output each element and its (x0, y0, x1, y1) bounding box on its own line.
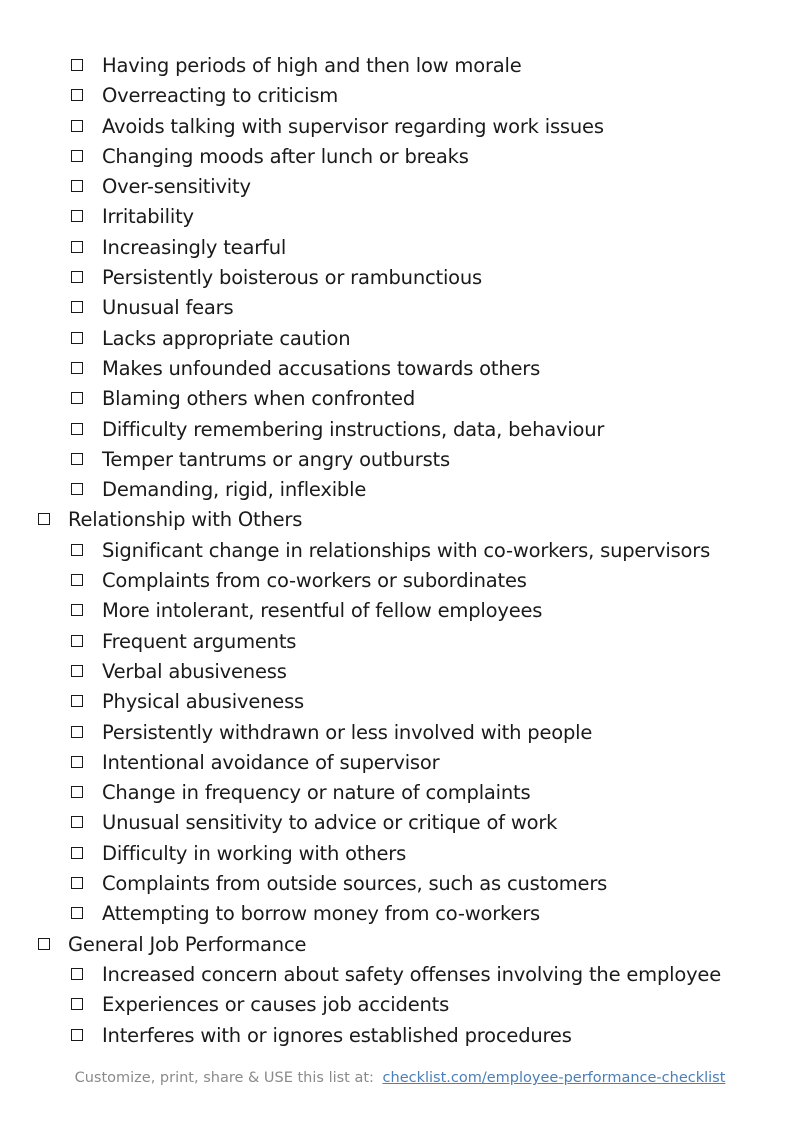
checklist-item-label: Significant change in relationships with co-workers, supervisors (102, 538, 711, 562)
checklist-item-label: Irritability (102, 205, 194, 229)
checklist-item (0, 1021, 800, 1051)
checklist-item (0, 202, 800, 232)
checkbox[interactable] (71, 1029, 83, 1041)
checklist-item (0, 384, 800, 414)
checklist-item-label: Persistently withdrawn or less involved with people (102, 720, 593, 744)
checkbox[interactable] (71, 604, 83, 616)
checklist-item-label: Difficulty in working with others (102, 841, 407, 865)
checkbox[interactable] (38, 938, 50, 950)
checkbox[interactable] (71, 998, 83, 1010)
checklist-item-label: Interferes with or ignores established procedures (102, 1023, 572, 1047)
checklist-item (0, 112, 800, 142)
checkbox[interactable] (71, 635, 83, 647)
checklist-item-label: Increasingly tearful (102, 235, 287, 259)
checkbox[interactable] (71, 756, 83, 768)
checklist-item (0, 81, 800, 111)
checklist-item (0, 415, 800, 445)
section-item (0, 930, 800, 960)
checkbox[interactable] (71, 392, 83, 404)
checkbox[interactable] (71, 665, 83, 677)
checklist-item (0, 899, 800, 929)
footer-text: Customize, print, share & USE this list at: (74, 1070, 374, 1086)
checklist-item-label: Experiences or causes job accidents (102, 993, 450, 1017)
checklist-item-label: Change in frequency or nature of complaints (102, 781, 531, 805)
checkbox[interactable] (71, 968, 83, 980)
checklist-item (0, 172, 800, 202)
checkbox[interactable] (71, 210, 83, 222)
checklist-item (0, 808, 800, 838)
checklist-item-label: General Job Performance (68, 932, 307, 956)
footer-link[interactable]: checklist.com/employee-performance-checklist (382, 1070, 726, 1086)
checklist-item (0, 718, 800, 748)
checkbox[interactable] (71, 574, 83, 586)
checkbox[interactable] (71, 332, 83, 344)
checklist-item-label: Complaints from co-workers or subordinates (102, 569, 527, 593)
checklist-item-label: Persistently boisterous or rambunctious (102, 266, 483, 290)
checklist-item (0, 596, 800, 626)
checkbox[interactable] (71, 89, 83, 101)
checklist-item-label: More intolerant, resentful of fellow employees (102, 599, 543, 623)
checkbox[interactable] (71, 150, 83, 162)
checklist-item-label: Relationship with Others (68, 508, 303, 532)
checkbox[interactable] (71, 483, 83, 495)
checklist-item (0, 445, 800, 475)
checklist-item-label: Unusual sensitivity to advice or critique of work (102, 811, 558, 835)
checkbox[interactable] (71, 301, 83, 313)
checklist-item-label: Over-sensitivity (102, 175, 251, 199)
checkbox[interactable] (71, 453, 83, 465)
checklist (0, 51, 800, 1051)
checklist-item (0, 51, 800, 81)
checklist-item (0, 657, 800, 687)
checkbox[interactable] (71, 877, 83, 889)
checkbox[interactable] (71, 907, 83, 919)
checklist-item (0, 839, 800, 869)
checklist-item-label: Increased concern about safety offenses involving the employee (102, 962, 722, 986)
checklist-item (0, 293, 800, 323)
checklist-item (0, 627, 800, 657)
checklist-item-label: Complaints from outside sources, such as customers (102, 872, 608, 896)
checklist-item-label: Frequent arguments (102, 629, 297, 653)
checkbox[interactable] (71, 544, 83, 556)
checklist-item-label: Verbal abusiveness (102, 659, 287, 683)
checklist-item-label: Changing moods after lunch or breaks (102, 144, 469, 168)
checklist-item (0, 324, 800, 354)
checkbox[interactable] (71, 59, 83, 71)
checkbox[interactable] (38, 513, 50, 525)
checklist-item (0, 687, 800, 717)
checklist-item (0, 475, 800, 505)
checkbox[interactable] (71, 786, 83, 798)
checklist-item (0, 263, 800, 293)
checklist-item (0, 566, 800, 596)
checkbox[interactable] (71, 120, 83, 132)
checklist-item-label: Difficulty remembering instructions, data, behaviour (102, 417, 605, 441)
checkbox[interactable] (71, 847, 83, 859)
checkbox[interactable] (71, 180, 83, 192)
checklist-item (0, 233, 800, 263)
checklist-item-label: Temper tantrums or angry outbursts (102, 447, 450, 471)
checklist-item (0, 869, 800, 899)
checklist-item-label: Physical abusiveness (102, 690, 304, 714)
checkbox[interactable] (71, 695, 83, 707)
checklist-item-label: Avoids talking with supervisor regarding work issues (102, 114, 604, 138)
checklist-item (0, 748, 800, 778)
checkbox[interactable] (71, 241, 83, 253)
checklist-item (0, 960, 800, 990)
checkbox[interactable] (71, 271, 83, 283)
checklist-item-label: Lacks appropriate caution (102, 326, 351, 350)
checkbox[interactable] (71, 423, 83, 435)
checklist-item-label: Overreacting to criticism (102, 84, 339, 108)
checkbox[interactable] (71, 362, 83, 374)
checklist-item-label: Attempting to borrow money from co-workers (102, 902, 540, 926)
checklist-item-label: Demanding, rigid, inflexible (102, 478, 367, 502)
checklist-item (0, 990, 800, 1020)
footer (0, 1070, 800, 1086)
checklist-item (0, 142, 800, 172)
checkbox[interactable] (71, 726, 83, 738)
checklist-item-label: Unusual fears (102, 296, 234, 320)
checklist-item-label: Blaming others when confronted (102, 387, 416, 411)
checklist-item-label: Intentional avoidance of supervisor (102, 750, 440, 774)
checklist-item-label: Having periods of high and then low morale (102, 54, 522, 77)
checklist-item (0, 536, 800, 566)
checklist-item-label: Makes unfounded accusations towards others (102, 356, 541, 380)
checklist-item (0, 354, 800, 384)
checkbox[interactable] (71, 816, 83, 828)
checklist-item (0, 778, 800, 808)
section-item (0, 505, 800, 535)
